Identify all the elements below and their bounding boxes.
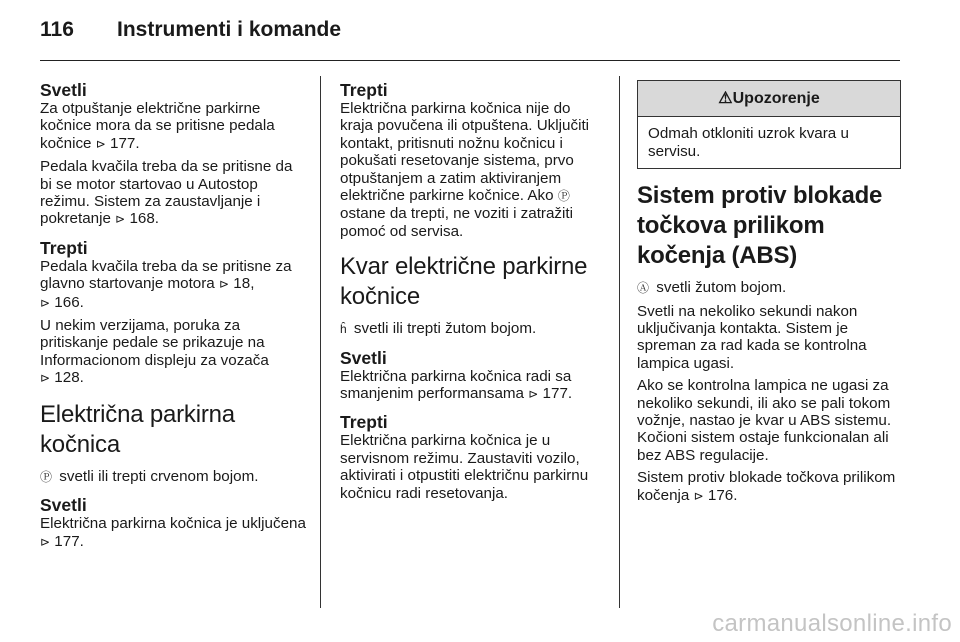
section-heading: Trepti [40, 237, 88, 258]
page-header [40, 16, 900, 61]
page-reference: 177. [542, 385, 573, 403]
page-reference-icon: ⊳ [95, 136, 106, 151]
column-1 [40, 80, 306, 556]
page-reference-icon: ⊳ [115, 212, 126, 227]
paragraph: U nekim verzijama, poruka za pritiskanje pedale se prikazuje na Informacionom displeju za vozača ⊳ 128. [40, 317, 269, 387]
section-heading: Trepti [340, 80, 388, 100]
warning-icon: ⚠ [718, 90, 733, 107]
page-reference: 128. [54, 369, 84, 387]
page-reference-icon: ⊳ [219, 277, 230, 292]
column-3 [637, 80, 901, 510]
warning-header [638, 81, 900, 117]
chapter-title: Instrumenti i komande [117, 18, 342, 41]
page-reference: 177. [54, 532, 84, 550]
paragraph: Za otpuštanje električne parkirne kočnice mora da se pritisne pedala kočnice ⊳ 177. [40, 100, 275, 152]
paragraph: Ⓐ svetli žutom bojom. [637, 279, 787, 297]
paragraph: Električna parkirna kočnica je u servisnom režimu. Zaustaviti vozilo, aktivirati i otpustiti električnu parkirnu kočnicu radi resetovanja. [340, 432, 589, 502]
page-reference: 166. [54, 293, 84, 311]
service-brake-icon: ĥ [340, 322, 347, 337]
column-2 [340, 80, 604, 507]
page-reference-icon: ⊳ [40, 295, 51, 310]
section-heading: Trepti [340, 412, 388, 433]
paragraph: Sistem protiv blokade točkova prilikom kočenja ⊳ 176. [637, 469, 896, 504]
page-reference-icon: ⊳ [528, 387, 539, 402]
abs-icon: Ⓐ [637, 281, 650, 296]
page-reference-icon: ⊳ [40, 534, 51, 549]
warning-title: Upozorenje [732, 90, 820, 107]
paragraph: Ako se kontrolna lampica ne ugasi za nekoliko sekundi, ili ako se pali tokom vožnje, nastao je kvar u ABS sistemu. Kočioni sistem ostaje funkcionalan ali bez ABS regulacije. [637, 377, 892, 464]
paragraph: Svetli na nekoliko sekundi nakon uključivanja kontakta. Sistem je spreman za rad kada se kontrolna lampica ugasi. [637, 302, 867, 372]
paragraph: ĥ svetli ili trepti žutom bojom. [340, 320, 537, 338]
page-reference: 168. [129, 210, 160, 228]
parking-brake-icon: Ⓟ [557, 189, 570, 204]
page-reference: 176. [707, 486, 738, 504]
section-heading: Svetli [40, 495, 87, 516]
paragraph: Električna parkirna kočnica radi sa smanjenim performansama ⊳ 177. [340, 367, 573, 403]
warning-text: Odmah otkloniti uzrok kvara u servisu. [648, 125, 849, 160]
column-divider-1 [320, 76, 321, 608]
watermark: carmanualsonline.info [712, 610, 952, 637]
section-heading: Svetli [340, 347, 387, 368]
section-title: Sistem protiv blokade točkova prilikom kočenja (ABS) [637, 182, 883, 270]
section-heading: Svetli [40, 80, 87, 100]
warning-box [637, 80, 901, 169]
column-divider-2 [619, 76, 620, 608]
paragraph: Električna parkirna kočnica nije do kraja povučena ili otpuštena. Uključiti kontakt, pritisnuti nožnu kočnicu i pokušati resetovanje sistema, prvo otpuštanjem a zatim aktiviranjem električne parkirne kočnice. Ako Ⓟ ostane da trepti, ne voziti i zatražiti pomoć od servisa. [340, 100, 590, 240]
page-reference-icon: ⊳ [40, 371, 51, 386]
parking-brake-icon: Ⓟ [40, 469, 53, 484]
paragraph: Električna parkirna kočnica je uključena ⊳ 177. [40, 515, 306, 550]
paragraph: Pedala kvačila treba da se pritisne za glavno startovanje motora ⊳ 18, ⊳ 166. [40, 257, 292, 311]
section-title: Kvar električne parkirne kočnice [340, 253, 588, 311]
page-reference-icon: ⊳ [693, 488, 704, 503]
paragraph: Pedala kvačila treba da se pritisne da bi se motor startovao u Autostop režimu. Sistem za zaustavljanje i pokretanje ⊳ 168. [40, 158, 293, 228]
page-reference: 177. [110, 134, 140, 152]
page-reference: 18, [233, 275, 255, 293]
page-number: 116 [40, 18, 74, 41]
section-title: Električna parkirna kočnica [40, 400, 235, 458]
paragraph: Ⓟ svetli ili trepti crvenom bojom. [40, 467, 259, 485]
